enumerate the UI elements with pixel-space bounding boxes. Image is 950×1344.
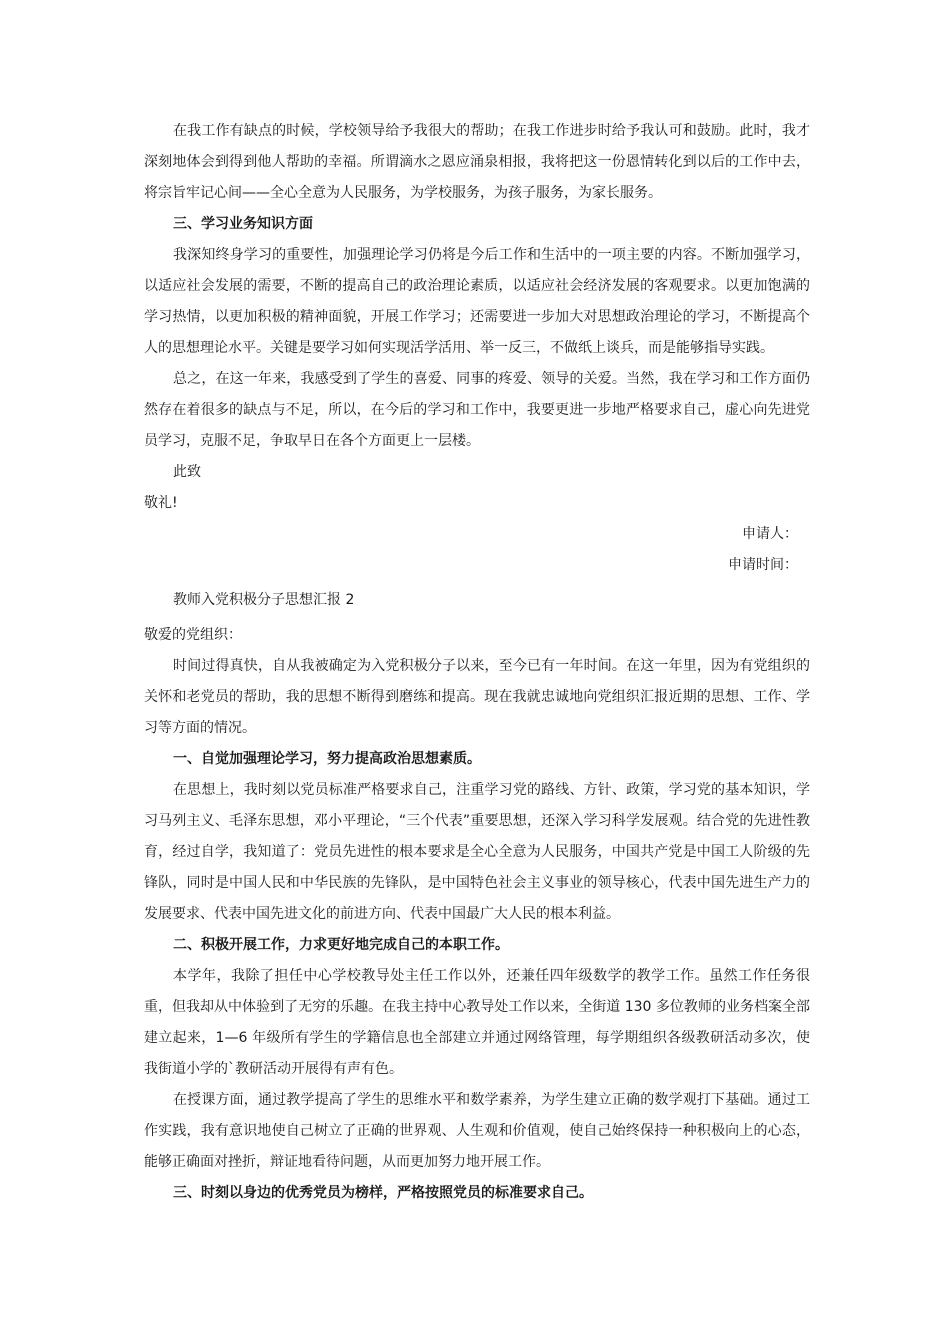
applicant-label: 申请人：	[742, 526, 798, 542]
heading-study-business: 三、学习业务知识方面	[173, 216, 313, 232]
report-title: 教师入党积极分子思想汇报 2	[173, 592, 355, 608]
paragraph-school-year: 本学年，我除了担任中心学校教导处主任工作以外，还兼任四年级数学的教学工作。虽然工作任务很重，但我却从中体验到了无穷的乐趣。在我主持中心教导处工作以来，全街道 130 多位教师的业务档案全部建立起来，1—6 年级所有学生的学籍信息也全部建立并通过网络管理，每学期组织各级教研活动多次，使我街道小学的`教研活动开展得有声有色。	[144, 968, 810, 1077]
heading-work: 二、积极开展工作，力求更好地完成自己的本职工作。	[173, 937, 509, 953]
closing-cizhi: 此致	[173, 464, 201, 480]
heading-theory-study: 一、自觉加强理论学习，努力提高政治思想素质。	[173, 751, 481, 767]
paragraph-summary: 总之，在这一年来，我感受到了学生的喜爱、同事的疼爱、领导的关爱。当然，我在学习和工作方面仍然存在着很多的缺点与不足，所以，在今后的学习和工作中，我要更进一步地严格要求自己，虚心向先进党员学习，克服不足，争取早日在各个方面更上一层楼。	[144, 371, 810, 449]
paragraph-thought: 在思想上，我时刻以党员标准严格要求自己，注重学习党的路线、方针、政策，学习党的基本知识，学习马列主义、毛泽东思想，邓小平理论，“三个代表”重要思想，还深入学习科学发展观。结合党的先进性教育，经过自学，我知道了：党员先进性的根本要求是全心全意为人民服务，中国共产党是中国工人阶级的先锋队，同时是中国人民和中华民族的先锋队，是中国特色社会主义事业的领导核心，代表中国先进生产力的发展要求、代表中国先进文化的前进方向、代表中国最广大人民的根本利益。	[144, 782, 810, 922]
document-page	[144, 116, 810, 1209]
closing-jingli: 敬礼!	[144, 495, 178, 511]
heading-role-model: 三、时刻以身边的优秀党员为榜样，严格按照党员的标准要求自己。	[173, 1185, 593, 1201]
paragraph-intro: 时间过得真快，自从我被确定为入党积极分子以来，至今已有一年时间。在这一年里，因为有党组织的关怀和老党员的帮助，我的思想不断得到磨练和提高。现在我就忠诚地向党组织汇报近期的思想、工作、学习等方面的情况。	[144, 658, 810, 736]
paragraph-lifelong-learning: 我深知终身学习的重要性，加强理论学习仍将是今后工作和生活中的一项主要的内容。不断加强学习，以适应社会发展的需要，不断的提高自己的政治理论素质，以适应社会经济发展的客观要求。以更加饱满的学习热情，以更加积极的精神面貌，开展工作学习；还需要进一步加大对思想政治理论的学习，不断提高个人的思想理论水平。关键是要学习如何实现活学活用、举一反三，不做纸上谈兵，而是能够指导实践。	[144, 247, 810, 356]
paragraph-gratitude: 在我工作有缺点的时候，学校领导给予我很大的帮助；在我工作进步时给予我认可和鼓励。此时，我才深刻地体会到得到他人帮助的幸福。所谓滴水之恩应涌泉相报，我将把这一份恩情转化到以后的工作中去，将宗旨牢记心间——全心全意为人民服务，为学校服务，为孩子服务，为家长服务。	[144, 123, 810, 201]
salutation: 敬爱的党组织：	[144, 627, 242, 643]
apply-time-label: 申请时间：	[728, 557, 798, 573]
paragraph-teaching: 在授课方面，通过教学提高了学生的思维水平和数学素养，为学生建立正确的数学观打下基础。通过工作实践，我有意识地使自己树立了正确的世界观、人生观和价值观，使自己始终保持一种积极向上的心态，能够正确面对挫折，辩证地看待问题，从而更加努力地开展工作。	[144, 1092, 810, 1170]
